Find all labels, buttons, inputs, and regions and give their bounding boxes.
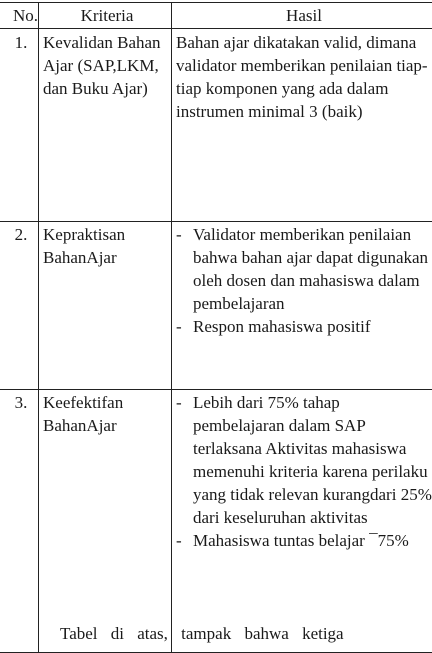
hasil-list [176, 391, 432, 552]
table-header-row [0, 3, 432, 29]
hasil-list [176, 223, 432, 338]
list-item: - Validator memberikan penilaian bahwa bahan ajar dapat digunakan oleh dosen dan mahasiswa dalam pembelajaran [176, 223, 432, 315]
table-row [0, 222, 432, 390]
bullet-dash: - [176, 391, 182, 414]
row-kriteria: Keefektifan BahanAjar [39, 390, 172, 653]
bullet-dash: - [176, 315, 182, 338]
bullet-dash: - [176, 223, 182, 246]
row-kriteria: Kepraktisan BahanAjar [39, 222, 172, 390]
row-number: 2. [4, 223, 38, 246]
bullet-dash: - [176, 529, 182, 552]
paragraph-text: Tabel di atas, tampak bahwa ketiga [0, 622, 432, 652]
table-row [0, 390, 432, 653]
list-item: - Lebih dari 75% tahap pembelajaran dalam SAP terlaksana Aktivitas mahasiswa memenuhi kriteria karena perilaku yang tidak relevan kurangdari 25% dari keseluruhan aktivitas [176, 391, 432, 529]
table-row [0, 29, 432, 222]
row-number: 3. [4, 391, 38, 414]
list-item: - Respon mahasiswa positif [176, 315, 432, 338]
header-hasil: Hasil [172, 3, 432, 29]
header-kriteria: Kriteria [39, 3, 172, 29]
row-number: 1. [4, 31, 38, 54]
row-hasil: Bahan ajar dikatakan valid, dimana validator memberikan penilaian tiap-tiap komponen yang ada dalam instrumen minimal 3 (baik) [172, 29, 432, 222]
row-kriteria: Kevalidan Bahan Ajar (SAP,LKM, dan Buku Ajar) [39, 29, 172, 222]
list-item: - Mahasiswa tuntas belajar ¯75% [176, 529, 432, 552]
criteria-table [0, 2, 432, 653]
header-no: No. [0, 3, 39, 29]
